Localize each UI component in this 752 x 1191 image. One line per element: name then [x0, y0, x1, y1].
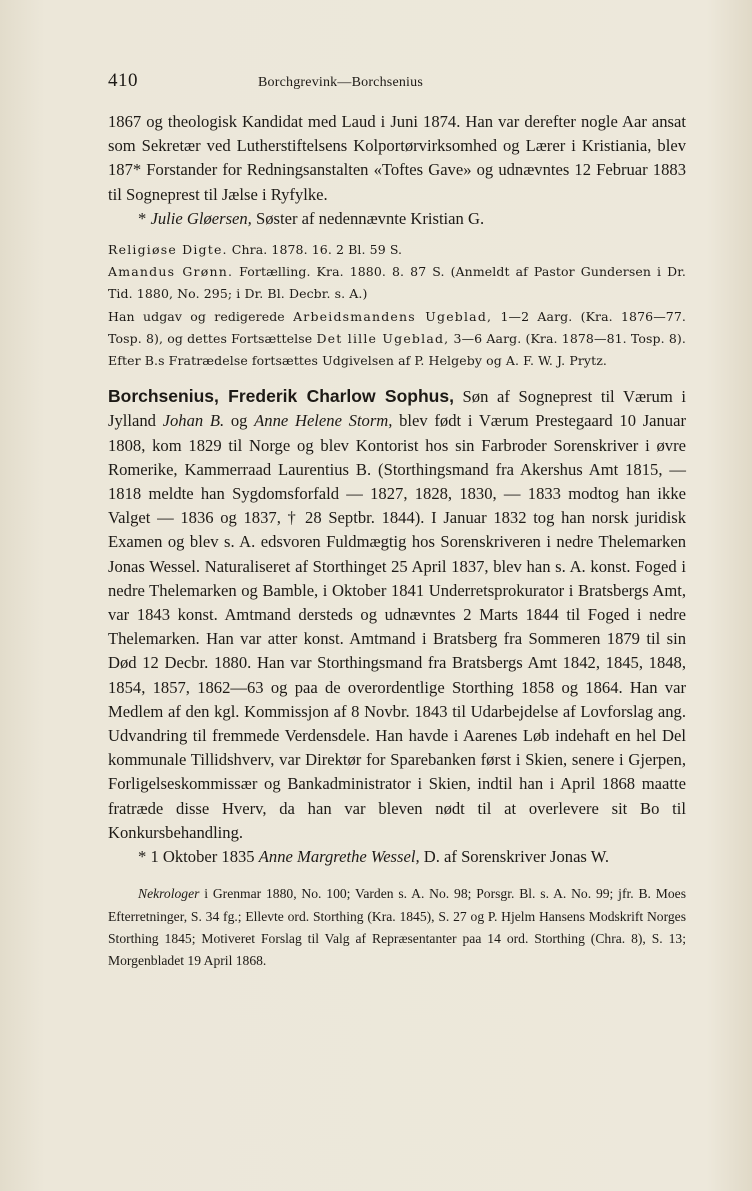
entry-body — [108, 384, 686, 845]
page-content — [108, 110, 686, 972]
marriage-prefix: * — [138, 208, 151, 228]
marriage-prefix: * 1 Oktober 1835 — [138, 847, 259, 867]
work-item — [108, 261, 686, 305]
reference-text — [108, 883, 686, 972]
entry-text: blev født i Værum Prestegaard 10 Januar 1808, kom 1829 til Norge og blev Kontorist hos sin Farbroder Sorenskriver i øvre Romerike, Kammerraad Laurentius B. (Storthingsmand fra Akershus Amt 1815, — 1818 meldte han Sygdomsforfald — 1827, 1828, 1830, — 1833 modtog han ikke Valget — 1836 og 1837, † 28 Septbr. 1844). I Januar 1832 tog han norsk juridisk Examen og blev s. A. edsvoren Fuldmægtig hos Sorenskriveren i nedre Thelemarken Jonas Wessel. Naturaliseret af Storthinget 25 April 1837, blev han s. A. konst. Foged i nedre Thelemarken og Bamble, i Oktober 1841 Underretsprokurator i Bratsbergs Amt, var 1843 konst. Amtmand dersteds og udnævntes 2 Marts 1844 til Foged i nedre Thelemarken. Han var atter konst. Amtmand i Bratsberg fra Sommeren 1879 til sin Død 12 Decbr. 1880. Han var Storthingsmand fra Bratsbergs Amt 1842, 1845, 1848, 1854, 1857, 1862—63 og paa de overordentlige Storthing 1858 og 1864. Han var Medlem af den kgl. Kommissjon af 8 Novbr. 1843 til Udarbejdelse af Lovforslag ang. Udvandring til fremmede Verdensdele. Han havde i Aarenes Løb indehaft en hel Del kommunale Tillidshverv, var Direktør for Sparebanken først i Skien, senere i Gjerpen, Forligelseskommissær og Bankadministrator i Skien, indtil han i April 1868 maatte fratræde disse Hverv, da han var bleven nødt til at overlevere sit Bo til Konkursbehandling. — [108, 411, 686, 842]
spouse-name: Julie Gløersen, — [150, 208, 252, 228]
works-list — [108, 239, 686, 372]
work-title: Amandus Grønn. — [108, 264, 234, 280]
work-text: 1—2 Aarg. (Kra. 1876—77. Tosp. 8), og dettes Fortsættelse — [108, 308, 686, 346]
work-title: Religiøse Digte. — [108, 242, 228, 258]
page-number: 410 — [108, 70, 138, 91]
work-title: Arbeidsmandens Ugeblad, — [293, 308, 493, 324]
work-details: Chra. 1878. 16. 2 Bl. 59 S. — [227, 242, 403, 258]
mother-name: Anne Helene Storm, — [254, 411, 393, 431]
previous-entry-marriage — [108, 207, 686, 231]
marriage-text: Søster af nedennævnte Kristian G. — [251, 208, 485, 228]
work-text: 3—6 Aarg. (Kra. 1878—81. Tosp. 8). Efter B.s Fratrædelse fortsættes Udgivelsen af P. Helgeby og A. F. W. J. Prytz. — [108, 330, 686, 369]
running-head: Borchgrevink—Borchsenius — [258, 75, 423, 90]
work-item — [108, 239, 686, 261]
entry-name: Borchsenius, Frederik Charlow Sophus, — [108, 386, 454, 407]
work-item — [108, 306, 686, 373]
spouse-name: Anne Margrethe Wessel, — [258, 847, 420, 867]
work-details: Fortælling. Kra. 1880. 8. 87 S. (Anmeldt af Pastor Gundersen i Dr. Tid. 1880, No. 295; i Dr. Bl. Decbr. s. A.) — [108, 264, 687, 302]
biography-entry — [108, 384, 686, 869]
previous-entry-continuation: 1867 og theologisk Kandidat med Laud i Juni 1874. Han var derefter nogle Aar ansat som Sekretær ved Lutherstiftelsens Kolportørvirksomhed og Lærer i Kristiania, blev 187* Forstander for Redningsanstalten «Toftes Gave» og udnævntes 12 Februar 1883 til Sogneprest til Jælse i Ryfylke. — [108, 112, 686, 204]
work-text: Han udgav og redigerede — [108, 308, 294, 324]
references-label: Nekrologer — [138, 886, 200, 902]
page-header — [108, 70, 688, 92]
father-name: Johan B. — [162, 411, 225, 431]
entry-marriage — [108, 845, 686, 869]
references — [108, 883, 686, 972]
entry-text: Søn af Sogneprest til Værum i Jylland — [108, 387, 686, 431]
entry-text: og — [224, 411, 255, 431]
references-body: i Grenmar 1880, No. 100; Varden s. A. No. 98; Porsgr. Bl. s. A. No. 99; jfr. B. Moes Efterretninger, S. 34 fg.; Ellevte ord. Storthing (Kra. 1845), S. 27 og P. Hjelm Hansens Modskrift Norges Storthing 1845; Motiveret Forslag til Valg af Repræsentanter paa 14 ord. Storthing (Chra. 8), S. 13; Morgenbladet 19 April 1868. — [108, 886, 686, 969]
marriage-text: D. af Sorenskriver Jonas W. — [419, 847, 610, 867]
work-title: Det lille Ugeblad, — [316, 330, 450, 346]
